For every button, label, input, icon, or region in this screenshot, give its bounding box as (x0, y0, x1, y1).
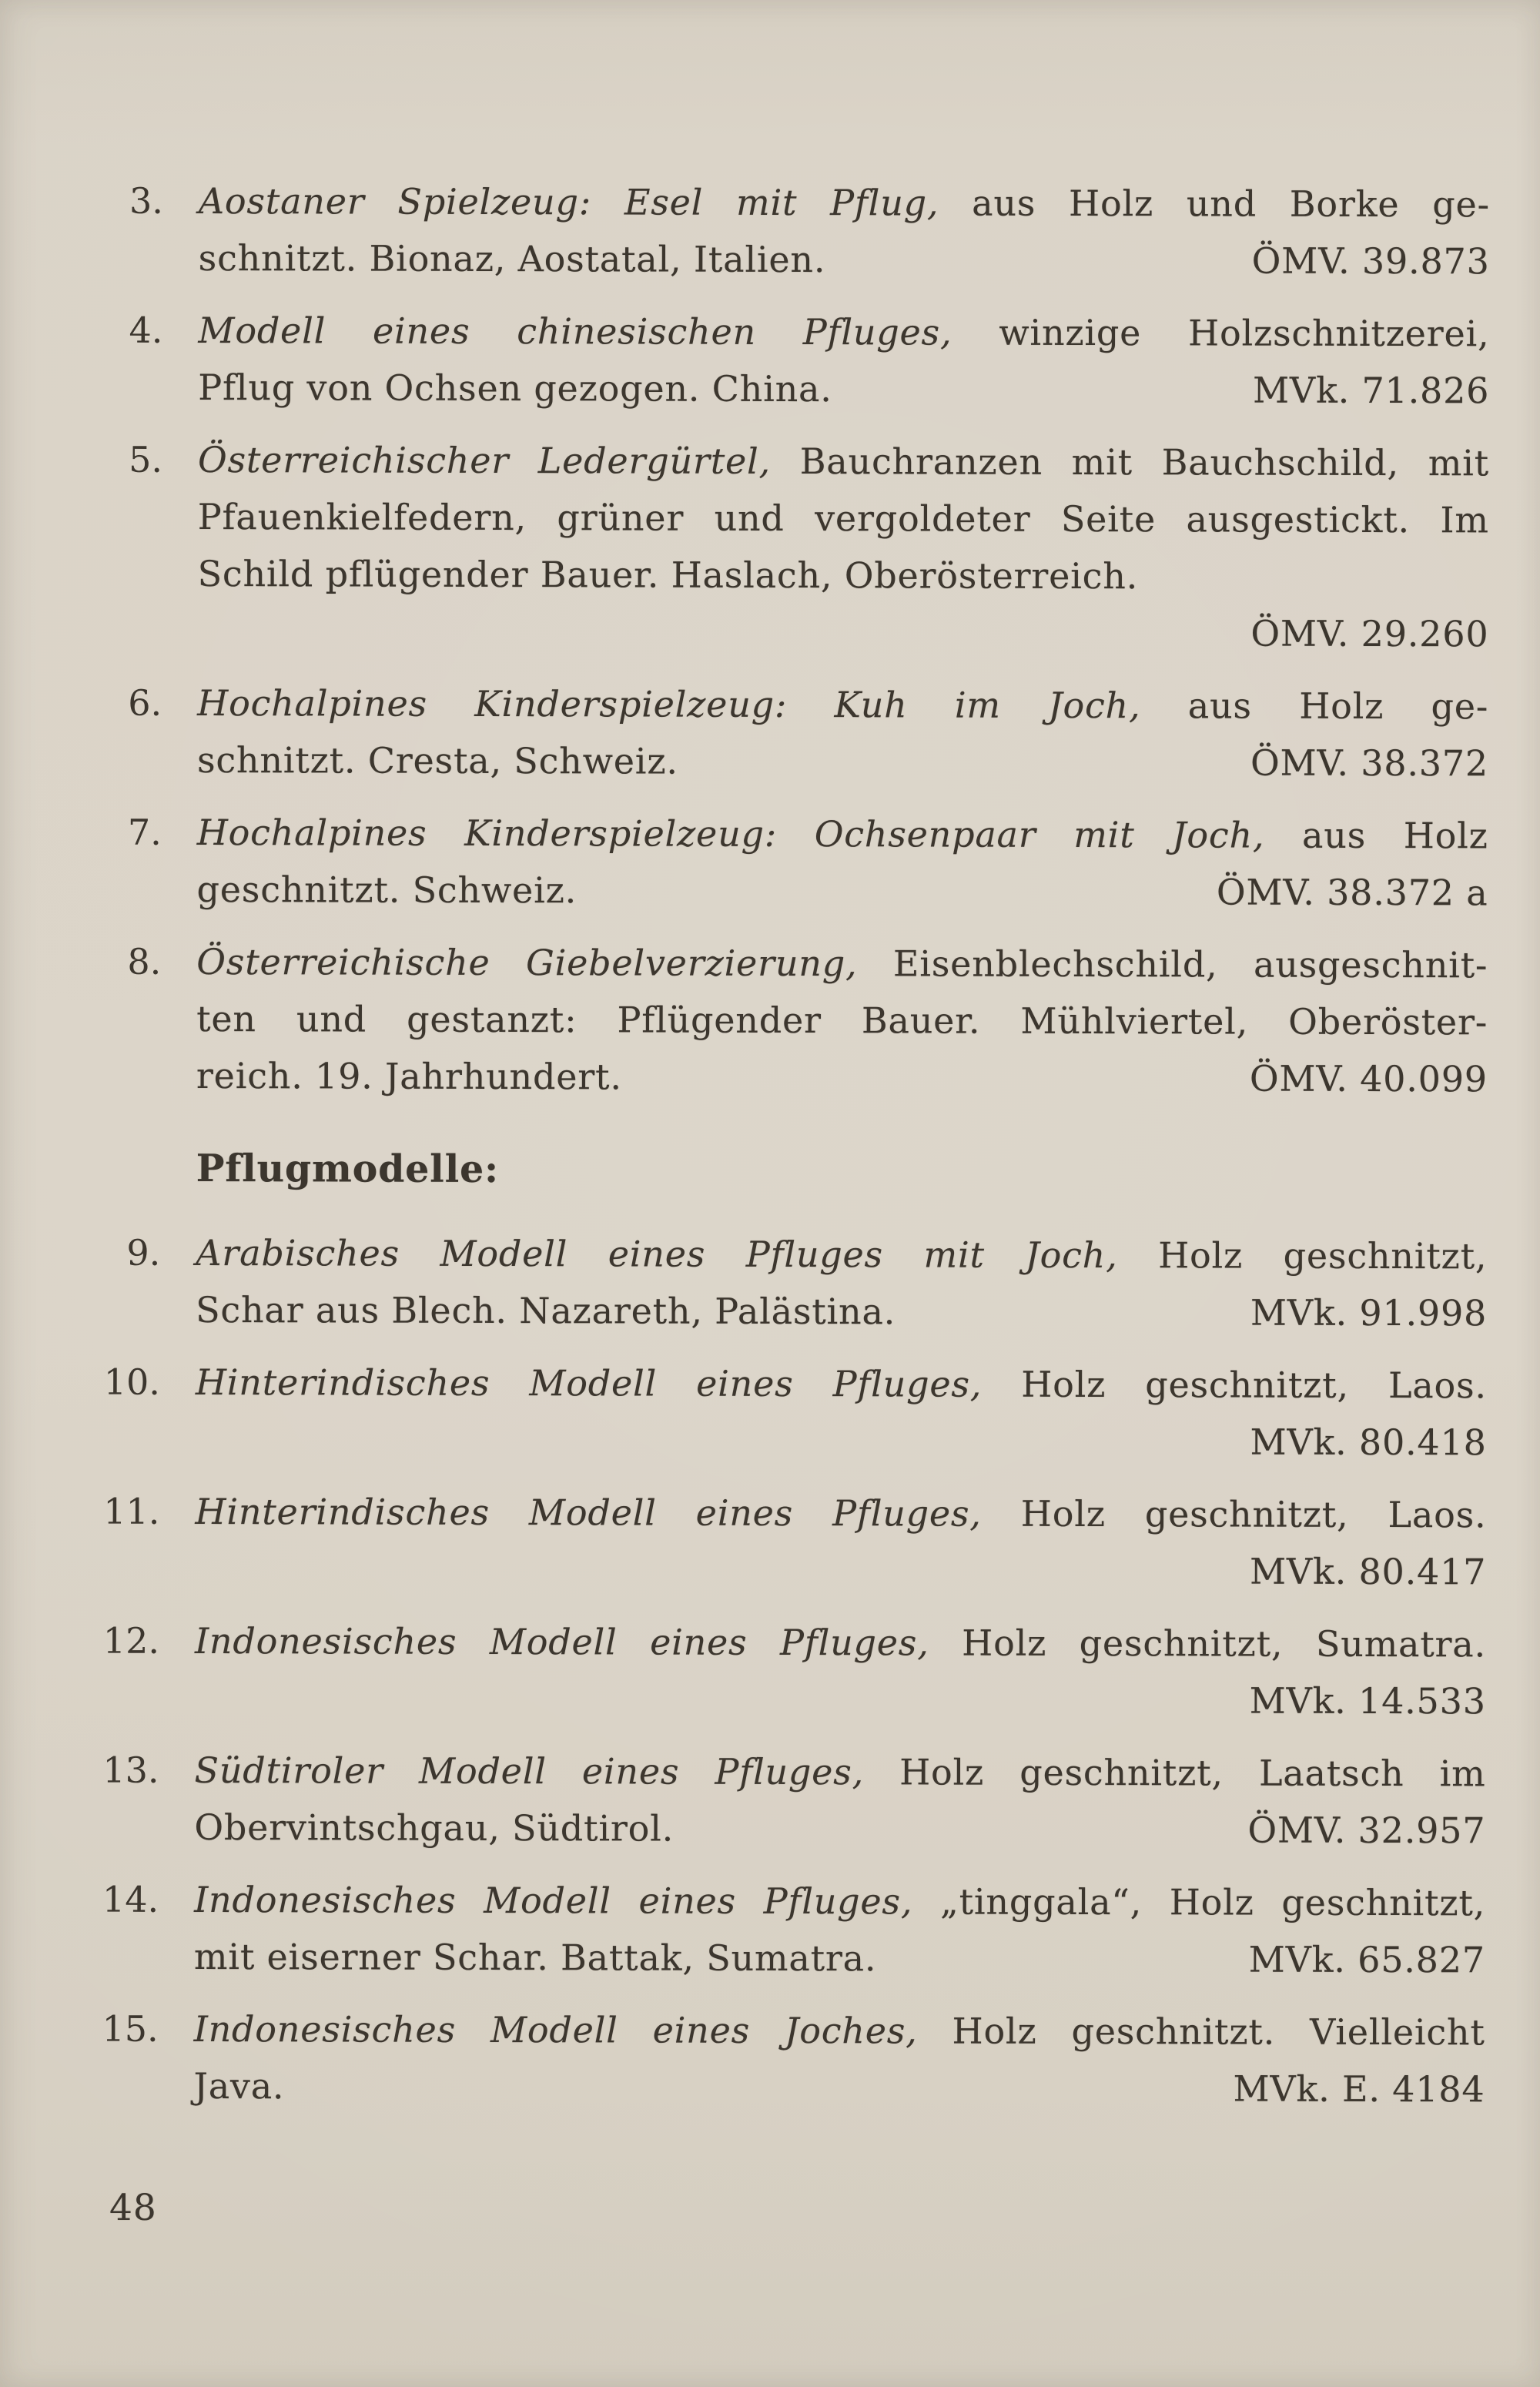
entry-body-text: Holz geschnitzt, (1117, 1234, 1488, 1277)
entry-number: 14. (102, 1878, 159, 1920)
entry-line (196, 1281, 1487, 1341)
entry-body-text: „tinggala“, Holz geschnitzt, (912, 1880, 1486, 1924)
entry-body-text: aus Holz ge- (1140, 685, 1489, 728)
entry-line (198, 431, 1489, 491)
catalog-entry-list (102, 172, 1490, 2133)
entry-line (197, 804, 1488, 864)
inventory-number: ÖMV. 29.260 (1250, 612, 1489, 655)
entry-title-text: Modell eines chinesischen Pfluges, (198, 309, 952, 353)
entry-number: 13. (102, 1749, 159, 1791)
catalog-entry (103, 1354, 1487, 1471)
entry-number: 3. (129, 179, 163, 222)
entry-body-text: aus Holz und Borke ge- (939, 182, 1490, 226)
entry-body-text: aus Holz (1264, 814, 1488, 857)
entry-line (194, 1928, 1485, 1988)
entry-body-text: Schild pflügender Bauer. Haslach, Oberösterreich. (197, 552, 1139, 598)
entry-number: 8. (127, 940, 162, 983)
inventory-number: MVk. E. 4184 (1233, 2067, 1485, 2111)
entry-line-text (197, 732, 678, 790)
entry-number: 10. (103, 1361, 160, 1403)
entry-number: 7. (127, 811, 162, 853)
entry-body-text: ten und gestanzt: Pflügender Bauer. Mühlviertel, Oberöster- (196, 997, 1488, 1043)
entry-body-text: Holz geschnitzt, Laos. (982, 1363, 1487, 1407)
entry-line (198, 545, 1489, 605)
catalog-entry (128, 675, 1489, 792)
entry-body-text: Holz geschnitzt. Vielleicht (917, 2010, 1485, 2054)
entry-line (198, 488, 1489, 548)
entry-body-text: mit eiserner Schar. Battak, Sumatra. (193, 1935, 877, 1980)
entry-body-text: Schar aus Blech. Nazareth, Palästina. (196, 1288, 896, 1333)
entry-line (196, 990, 1488, 1050)
entry-line (194, 1799, 1485, 1859)
catalog-entry (103, 1483, 1487, 1600)
entry-line-text (194, 1928, 877, 1987)
inventory-number: MVk. 80.418 (1250, 1421, 1487, 1464)
inventory-number: MVk. 65.827 (1248, 1938, 1485, 1981)
entry-title-text: Arabisches Modell eines Pfluges mit Joch, (196, 1231, 1118, 1277)
entry-title-text: Österreichische Giebelverzierung, (196, 940, 858, 985)
entry-title-text: Hochalpines Kinderspielzeug: Ochsenpaar mit Joch, (196, 811, 1265, 856)
entry-number: 12. (102, 1619, 160, 1662)
entry-line-text (196, 861, 577, 919)
inventory-number: ÖMV. 32.957 (1247, 1809, 1486, 1852)
entry-body-text: Holz geschnitzt, Laos. (981, 1492, 1487, 1536)
entry-title-text: Südtiroler Modell eines Pfluges, (194, 1749, 865, 1793)
catalog-entry (129, 302, 1490, 419)
inventory-number: ÖMV. 38.372 a (1216, 871, 1488, 914)
catalog-entry (102, 1742, 1486, 1859)
catalog-entry (127, 933, 1488, 1107)
entry-number: 11. (103, 1490, 160, 1532)
entry-line (193, 2057, 1485, 2118)
catalog-entry (126, 1224, 1488, 1341)
entry-line-text (198, 359, 832, 417)
entry-line (194, 1871, 1485, 1931)
entry-body-text: winzige Holzschnitzerei, (952, 311, 1490, 355)
entry-body-text: reich. 19. Jahrhundert. (196, 1054, 622, 1098)
inventory-number: ÖMV. 39.873 (1251, 239, 1490, 283)
entry-body-text: geschnitzt. Schweiz. (196, 868, 578, 912)
entry-title-text: Indonesisches Modell eines Joches, (193, 2007, 918, 2052)
catalog-entry (129, 172, 1490, 290)
entry-title-text: Indonesisches Modell eines Pfluges, (194, 1878, 913, 1923)
entry-number: 6. (128, 681, 162, 724)
section-heading: Pflugmodelle: (196, 1145, 499, 1192)
catalog-entry (102, 2000, 1485, 2118)
entry-line (196, 933, 1488, 993)
entry-body-text: Pflug von Ochsen gezogen. China. (198, 366, 832, 410)
entry-number: 5. (129, 438, 163, 480)
entry-line-text (199, 229, 826, 288)
entry-body-text: schnitzt. Cresta, Schweiz. (196, 738, 678, 782)
catalog-entry (102, 1871, 1486, 1988)
entry-line-text (198, 545, 1139, 604)
entry-line-text (193, 2057, 284, 2114)
entry-body-text: Eisenblechschild, ausgeschnit- (857, 942, 1488, 986)
inventory-number: MVk. 80.417 (1249, 1550, 1487, 1593)
entry-line (199, 172, 1490, 233)
entry-line (196, 1224, 1487, 1284)
entry-body-text: Pfauenkielfedern, grüner und vergoldeter Seite ausgestickt. Im (197, 495, 1489, 541)
entry-body-text: Holz geschnitzt, Laatsch im (863, 1751, 1486, 1795)
entry-line (199, 229, 1490, 290)
inventory-number: ÖMV. 40.099 (1249, 1057, 1488, 1100)
entry-title-text: Hinterindisches Modell eines Pfluges, (195, 1490, 982, 1535)
entry-line (197, 732, 1488, 792)
entry-body-text: Bauchranzen mit Bauchschild, mit (770, 440, 1490, 484)
entry-line (196, 1411, 1487, 1471)
entry-body-text: Holz geschnitzt, Sumatra. (929, 1622, 1487, 1666)
entry-line (197, 602, 1488, 662)
entry-line-text (196, 1281, 896, 1340)
catalog-entry (102, 1612, 1487, 1729)
entry-title-text: Hinterindisches Modell eines Pfluges, (195, 1361, 983, 1405)
entry-line (197, 675, 1488, 735)
entry-number: 4. (129, 309, 163, 351)
entry-number: 9. (126, 1231, 161, 1274)
catalog-entry (127, 804, 1488, 921)
inventory-number: ÖMV. 38.372 (1250, 742, 1489, 785)
entry-line (196, 861, 1488, 921)
inventory-number: MVk. 14.533 (1249, 1679, 1486, 1722)
entry-line (198, 302, 1489, 362)
entry-title-text: Aostaner Spielzeug: Esel mit Pflug, (198, 179, 939, 224)
inventory-number: MVk. 71.826 (1252, 369, 1490, 412)
entry-line (196, 1047, 1488, 1107)
entry-line (196, 1354, 1487, 1414)
inventory-number: MVk. 91.998 (1250, 1291, 1488, 1334)
entry-line (195, 1483, 1486, 1543)
entry-line (198, 359, 1489, 419)
entry-line (194, 2000, 1485, 2061)
entry-title-text: Österreichischer Ledergürtel, (197, 438, 772, 482)
entry-line (195, 1669, 1486, 1729)
entry-line-text (196, 1047, 622, 1105)
entry-body-text: Obervintschgau, Südtirol. (194, 1806, 675, 1850)
catalog-entry (129, 431, 1490, 662)
entry-body-text: schnitzt. Bionaz, Aostatal, Italien. (198, 236, 826, 281)
entry-number: 15. (102, 2007, 159, 2050)
entry-line (195, 1540, 1486, 1600)
entry-line (195, 1612, 1486, 1672)
entry-body-text: Java. (193, 2064, 285, 2107)
entry-line-text (194, 1799, 674, 1857)
page-number: 48 (109, 2187, 157, 2229)
entry-line (194, 1742, 1485, 1802)
entry-title-text: Hochalpines Kinderspielzeug: Kuh im Joch, (197, 681, 1141, 727)
entry-title-text: Indonesisches Modell eines Pfluges, (194, 1619, 929, 1664)
